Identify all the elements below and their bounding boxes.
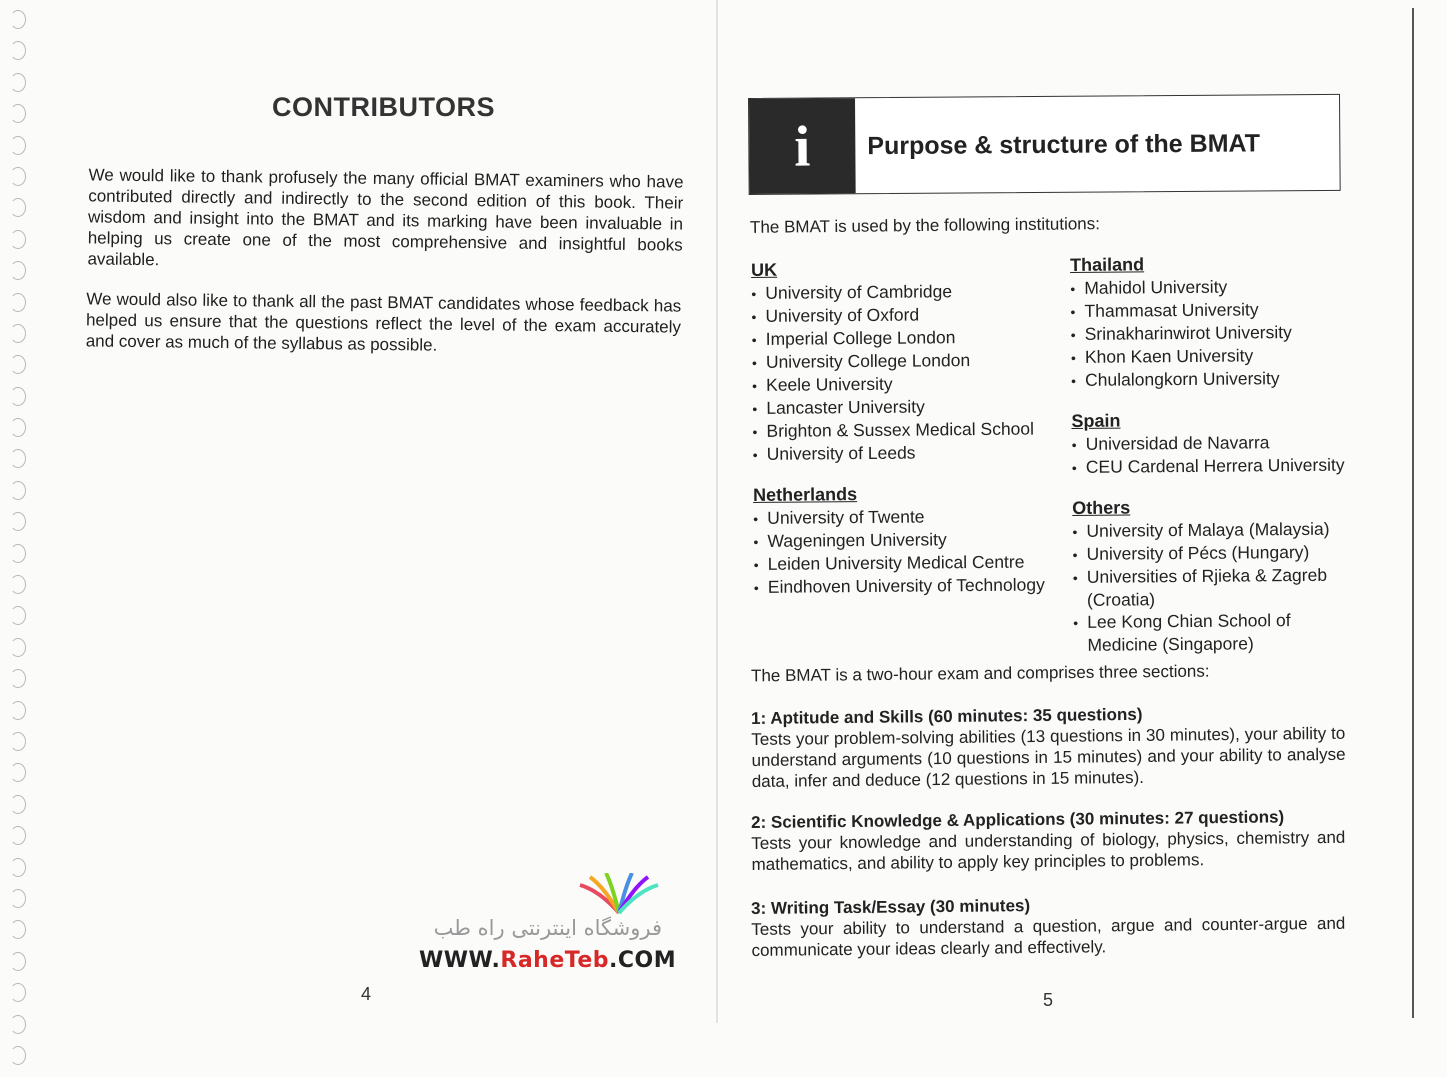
exam-section-1 bbox=[751, 702, 1346, 792]
country-heading: UK bbox=[751, 259, 778, 280]
list-item: • Universidad de Navarra bbox=[1072, 430, 1362, 456]
binding-ring bbox=[10, 104, 26, 123]
binding-ring bbox=[10, 952, 26, 971]
binding-ring bbox=[10, 73, 26, 92]
list-item: • Eindhoven University of Technology bbox=[754, 573, 1064, 599]
binding-ring bbox=[10, 355, 26, 374]
section-heading: 2: Scientific Knowledge & Applications (30 minutes: 27 questions) bbox=[751, 807, 1285, 832]
list-item: • Leiden University Medical Centre bbox=[754, 550, 1064, 576]
info-icon bbox=[749, 98, 856, 194]
institutions-intro: The BMAT is used by the following institutions: bbox=[749, 214, 1101, 237]
binding-ring bbox=[10, 512, 26, 531]
contributors-paragraph-2: We would also like to thank all the past BMAT candidates whose feedback has helped us ensure that the questions reflect the level of the exam accurately and cover as much of the syllabus as possible. bbox=[85, 289, 682, 355]
list-item: • University of Oxford bbox=[751, 302, 1061, 328]
list-item: • University of Leeds bbox=[753, 440, 1063, 466]
list-item: • University College London bbox=[752, 348, 1062, 374]
list-item: • CEU Cardenal Herrera University bbox=[1072, 453, 1362, 479]
list-item: • Wageningen University bbox=[753, 527, 1063, 553]
section-description: Tests your ability to understand a question, argue and counter-argue and communicate your ideas clearly and effectively. bbox=[751, 913, 1346, 960]
binding-ring bbox=[10, 795, 26, 814]
book-spine bbox=[716, 0, 718, 1023]
binding-ring bbox=[10, 983, 26, 1002]
section-title: Purpose & structure of the BMAT bbox=[867, 129, 1261, 161]
binding-ring bbox=[10, 418, 26, 437]
list-item: • Thammasat University bbox=[1070, 297, 1360, 323]
binding-ring bbox=[10, 575, 26, 594]
binding-ring bbox=[10, 920, 26, 939]
binding-ring bbox=[10, 481, 26, 500]
list-item: • University of Malaya (Malaysia) bbox=[1072, 517, 1362, 543]
binding-ring bbox=[10, 669, 26, 688]
left-page bbox=[0, 0, 718, 1023]
watermark-url[interactable] bbox=[419, 948, 676, 973]
list-item: • Brighton & Sussex Medical School bbox=[752, 417, 1062, 443]
country-group-netherlands bbox=[753, 482, 1064, 599]
binding-ring bbox=[10, 261, 26, 280]
country-heading: Netherlands bbox=[752, 484, 858, 505]
list-item: • Mahidol University bbox=[1070, 274, 1360, 300]
page-number-right: 5 bbox=[1043, 990, 1054, 1010]
binding-ring bbox=[10, 230, 26, 249]
binding-ring bbox=[10, 41, 26, 60]
list-item: • Khon Kaen University bbox=[1071, 343, 1361, 369]
binding-ring bbox=[10, 1015, 26, 1034]
page-edge-line bbox=[1412, 8, 1414, 1018]
institutions-column-left bbox=[751, 257, 1064, 618]
binding-ring bbox=[10, 606, 26, 625]
binding-ring bbox=[10, 387, 26, 406]
section-heading: 1: Aptitude and Skills (60 minutes: 35 questions) bbox=[751, 704, 1143, 728]
list-item: • Keele University bbox=[752, 371, 1062, 397]
book-rainbow-logo-icon bbox=[578, 873, 660, 917]
binding-ring bbox=[10, 732, 26, 751]
country-heading: Spain bbox=[1071, 410, 1121, 431]
list-item: • Imperial College London bbox=[752, 325, 1062, 351]
country-group-uk bbox=[751, 257, 1063, 466]
binding-ring bbox=[10, 167, 26, 186]
binding-ring bbox=[10, 638, 26, 657]
country-group-spain bbox=[1071, 408, 1362, 479]
binding-ring bbox=[10, 136, 26, 155]
binding-ring bbox=[10, 544, 26, 563]
list-item: • Chulalongkorn University bbox=[1071, 366, 1361, 392]
binding-ring bbox=[10, 1046, 26, 1065]
exam-section-3 bbox=[751, 892, 1346, 961]
section-description: Tests your knowledge and understanding of biology, physics, chemistry and mathematics, and ability to apply key principles to problems. bbox=[751, 827, 1346, 874]
binding-ring bbox=[10, 198, 26, 217]
section-header bbox=[748, 94, 1341, 195]
binding-ring bbox=[10, 889, 26, 908]
watermark-persian-text: فروشگاه اینترنتی راه طب bbox=[433, 916, 662, 940]
country-heading: Thailand bbox=[1070, 254, 1145, 275]
page-title: CONTRIBUTORS bbox=[272, 92, 496, 122]
list-item: • Universities of Rjieka & Zagreb (Croatia) bbox=[1073, 563, 1363, 611]
list-item: • University of Pécs (Hungary) bbox=[1073, 540, 1363, 566]
info-icon-letter: i bbox=[794, 113, 811, 179]
country-group-thailand bbox=[1070, 252, 1361, 392]
binding-ring bbox=[10, 826, 26, 845]
list-item: • Lancaster University bbox=[752, 394, 1062, 420]
contributors-paragraph-1: We would like to thank profusely the many official BMAT examiners who have contributed directly and indirectly to the second edition of this book. Their wisdom and insight into the BMAT and its marking have been invaluable in helping us create one of the most comprehensive and insightful books available. bbox=[87, 165, 684, 270]
country-heading: Others bbox=[1072, 497, 1131, 518]
watermark-url-brand: RaheTeb bbox=[500, 948, 609, 973]
watermark-url-suffix: .COM bbox=[609, 948, 677, 973]
page-number-left: 4 bbox=[361, 984, 372, 1004]
binding-ring bbox=[10, 858, 26, 877]
ring-binding bbox=[10, 10, 40, 1077]
binding-ring bbox=[10, 10, 26, 29]
binding-ring bbox=[10, 763, 26, 782]
institutions-column-right bbox=[1070, 252, 1364, 675]
binding-ring bbox=[10, 701, 26, 720]
section-description: Tests your problem-solving abilities (13 questions in 30 minutes), your ability to understand arguments (10 questions in 15 minutes) and your ability to analyse data, infer and deduce (12 questions in 15 minutes). bbox=[751, 723, 1346, 791]
exam-section-2 bbox=[751, 806, 1346, 875]
list-item: • University of Cambridge bbox=[751, 279, 1061, 305]
binding-ring bbox=[10, 324, 26, 343]
country-group-others bbox=[1072, 495, 1363, 656]
binding-ring bbox=[10, 293, 26, 312]
section-heading: 3: Writing Task/Essay (30 minutes) bbox=[751, 896, 1031, 918]
exam-intro: The BMAT is a two-hour exam and comprises three sections: bbox=[750, 661, 1210, 686]
list-item: • Lee Kong Chian School of Medicine (Singapore) bbox=[1073, 608, 1363, 656]
list-item: • Srinakharinwirot University bbox=[1071, 320, 1361, 346]
watermark-url-prefix: WWW. bbox=[419, 948, 501, 973]
list-item: • University of Twente bbox=[753, 504, 1063, 530]
binding-ring bbox=[10, 449, 26, 468]
